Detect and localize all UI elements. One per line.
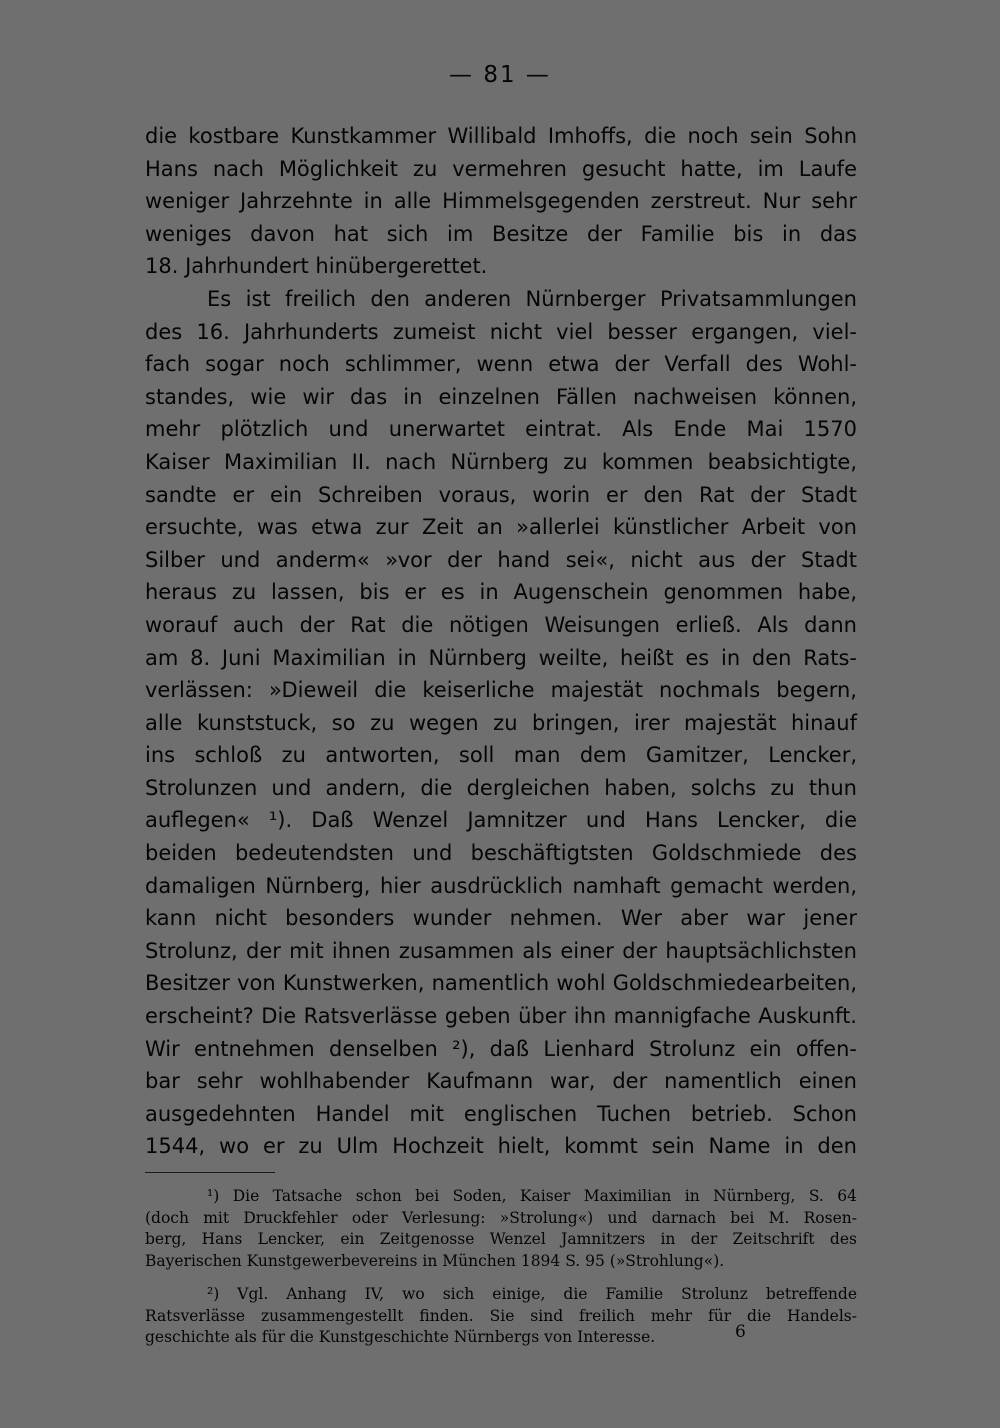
body-line: damaligen Nürnberg, hier ausdrücklich namhaft gemacht werden, xyxy=(145,873,857,898)
footnote-separator xyxy=(145,1172,275,1173)
body-line: erscheint? Die Ratsverlässe geben über ihn mannigfache Auskunft. xyxy=(145,1004,857,1029)
body-line: weniges davon hat sich im Besitze der Familie bis in das xyxy=(145,221,857,246)
body-line: worauf auch der Rat die nötigen Weisungen erließ. Als dann xyxy=(145,612,857,637)
signature-mark: 6 xyxy=(735,1322,746,1342)
footnote-2 xyxy=(145,1284,857,1349)
footnote-line: (doch mit Druckfehler oder Verlesung: »Strolung«) und darnach bei M. Rosen- xyxy=(145,1208,857,1227)
footnote-line: berg, Hans Lencker, ein Zeitgenosse Wenzel Jamnitzers in der Zeitschrift des xyxy=(145,1230,857,1248)
body-line: Wir entnehmen denselben ²), daß Lienhard Strolunz ein offen- xyxy=(145,1036,857,1061)
body-line: ins schloß zu antworten, soll man dem Gamitzer, Lencker, xyxy=(145,743,857,768)
body-line: auflegen« ¹). Daß Wenzel Jamnitzer und Hans Lencker, die xyxy=(145,808,857,833)
body-line: am 8. Juni Maximilian in Nürnberg weilte, heißt es in den Rats- xyxy=(145,645,857,670)
body-line: weniger Jahrzehnte in alle Himmelsgegenden zerstreut. Nur sehr xyxy=(145,189,857,214)
body-line: Silber und anderm« »vor der hand sei«, nicht aus der Stadt xyxy=(145,547,857,572)
footnote-gap xyxy=(145,1272,857,1284)
body-line: 1544, wo er zu Ulm Hochzeit hielt, kommt sein Name in den xyxy=(145,1134,857,1159)
body-line: bar sehr wohlhabender Kaufmann war, der namentlich einen xyxy=(145,1069,857,1094)
body-line: ausgedehnten Handel mit englischen Tuchen betrieb. Schon xyxy=(145,1101,857,1126)
body-line: kann nicht besonders wunder nehmen. Wer aber war jener xyxy=(145,906,857,931)
body-line: sandte er ein Schreiben voraus, worin er den Rat der Stadt xyxy=(145,482,857,507)
body-line: Strolunzen und andern, die dergleichen haben, solchs zu thun xyxy=(145,775,857,800)
footnote-1 xyxy=(145,1186,857,1272)
body-line: 18. Jahrhundert hinübergerettet. xyxy=(145,254,488,279)
footnote-line: geschichte als für die Kunstgeschichte Nürnbergs von Interesse. xyxy=(145,1328,656,1346)
body-line: heraus zu lassen, bis er es in Augenschein genommen habe, xyxy=(145,580,857,605)
footnote-line: Ratsverlässe zusammengestellt finden. Sie sind freilich mehr für die Handels- xyxy=(145,1306,857,1325)
footnote-line: Bayerischen Kunstgewerbevereins in München 1894 S. 95 (»Strohlung«). xyxy=(145,1251,725,1270)
body-line: alle kunststuck, so zu wegen zu bringen, irer majestät hinauf xyxy=(145,710,857,735)
page-number: — 81 — xyxy=(449,62,551,88)
body-line: fach sogar noch schlimmer, wenn etwa der Verfall des Wohl- xyxy=(145,352,857,377)
body-line: mehr plötzlich und unerwartet eintrat. Als Ende Mai 1570 xyxy=(145,417,857,442)
body-line: verlässen: »Dieweil die keiserliche majestät nochmals begern, xyxy=(145,678,857,703)
footnote-line: ²) Vgl. Anhang IV, wo sich einige, die Familie Strolunz betreffende xyxy=(207,1285,857,1303)
body-line: Kaiser Maximilian II. nach Nürnberg zu kommen beabsichtigte, xyxy=(145,449,857,474)
body-line: standes, wie wir das in einzelnen Fällen nachweisen können, xyxy=(145,384,857,409)
body-line: beiden bedeutendsten und beschäftigtsten Goldschmiede des xyxy=(145,841,857,866)
body-line: Besitzer von Kunstwerken, namentlich wohl Goldschmiedearbeiten, xyxy=(145,971,857,996)
body-line: ersuchte, was etwa zur Zeit an »allerlei künstlicher Arbeit von xyxy=(145,515,857,540)
body-text xyxy=(145,120,857,1163)
body-line: Hans nach Möglichkeit zu vermehren gesucht hatte, im Laufe xyxy=(145,156,857,181)
body-line: Strolunz, der mit ihnen zusammen als einer der hauptsächlichsten xyxy=(145,938,857,963)
footnotes xyxy=(145,1186,857,1349)
body-line: Es ist freilich den anderen Nürnberger Privatsammlungen xyxy=(207,286,857,311)
body-line: die kostbare Kunstkammer Willibald Imhoffs, die noch sein Sohn xyxy=(145,124,857,148)
body-line: des 16. Jahrhunderts zumeist nicht viel besser ergangen, viel- xyxy=(145,319,857,344)
footnote-line: ¹) Die Tatsache schon bei Soden, Kaiser Maximilian in Nürnberg, S. 64 xyxy=(207,1187,857,1205)
